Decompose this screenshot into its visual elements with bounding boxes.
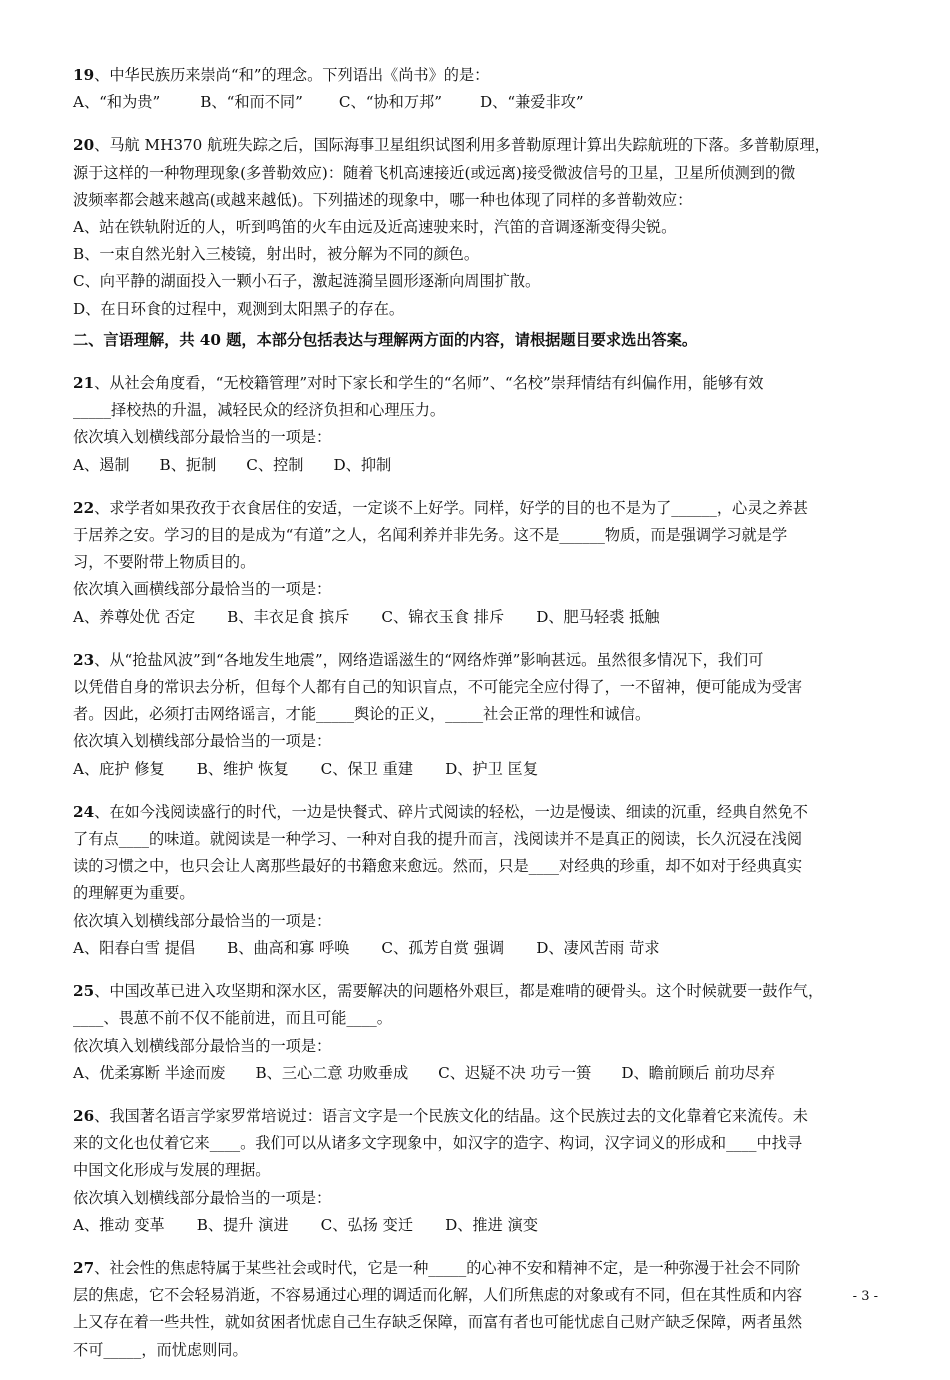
question-number: 23	[73, 650, 95, 669]
question-prompt: 依次填入划横线部分最恰当的一项是：	[73, 1188, 332, 1207]
question-text: 、我国著名语言学家罗常培说过：语言文字是一个民族文化的结晶。这个民族过去的文化靠着它来流传。未	[94, 1106, 808, 1125]
option-c: C、孤芳自赏 强调	[381, 938, 505, 957]
options-row	[73, 1060, 885, 1087]
question-text: 习，不要附带上物质目的。	[73, 553, 256, 572]
option-d: D、“兼爱非攻”	[479, 93, 584, 112]
question-text: 层的焦虑，它不会轻易消逝，不容易通过心理的调适而化解，人们所焦虑的对象或有不同，但在其性质和内容	[73, 1286, 802, 1305]
question-text: 源于这样的一种物理现象(多普勒效应)：随着飞机高速接近(或远离)接受微波信号的卫星，卫星所侦测到的微	[73, 163, 796, 182]
option-b: B、三心二意 功败垂成	[255, 1063, 409, 1082]
question-text: ____、畏葸不前不仅不能前进，而且可能____。	[73, 1009, 392, 1028]
option-c: C、向平静的湖面投入一颗小石子，激起涟漪呈圆形逐渐向周围扩散。	[73, 272, 541, 291]
question-text: 的理解更为重要。	[73, 884, 195, 903]
question-22	[73, 495, 885, 631]
options-row	[73, 756, 885, 783]
option-a: A、站在铁轨附近的人，听到鸣笛的火车由远及近高速驶来时，汽笛的音调逐渐变得尖锐。	[73, 218, 677, 237]
option-c: C、控制	[246, 455, 304, 474]
exam-page	[73, 62, 885, 1380]
option-a: A、养尊处优 否定	[73, 607, 196, 626]
question-27	[73, 1255, 885, 1364]
option-c: C、弘扬 变迁	[320, 1215, 414, 1234]
question-text: 者。因此，必须打击网络谣言，才能_____舆论的正义，_____社会正常的理性和诚信。	[73, 705, 651, 724]
question-text: 、社会性的焦虑特属于某些社会或时代，它是一种_____的心神不安和精神不定，是一种弥漫于社会不同阶	[94, 1258, 801, 1277]
question-text: 、从“抢盐风波”到“各地发生地震”，网络造谣滋生的“网络炸弹”影响甚远。虽然很多情况下，我们可	[94, 650, 764, 669]
question-prompt: 依次填入画横线部分最恰当的一项是：	[73, 580, 332, 599]
question-number: 27	[73, 1258, 95, 1277]
question-number: 24	[73, 802, 95, 821]
option-a: A、推动 变革	[73, 1215, 165, 1234]
question-number: 25	[73, 982, 95, 1001]
option-b: B、丰衣足食 摈斥	[227, 607, 350, 626]
question-number: 21	[73, 374, 95, 393]
question-text: 、在如今浅阅读盛行的时代，一边是快餐式、碎片式阅读的轻松，一边是慢读、细读的沉重，经典自然免不	[94, 802, 808, 821]
question-text: 波频率都会越来越高(或越来越低)。下列描述的现象中，哪一种也体现了同样的多普勒效应：	[73, 190, 693, 209]
section-heading: 二、言语理解，共 40 题，本部分包括表达与理解两方面的内容，请根据题目要求选出答案。	[73, 330, 698, 349]
question-number: 20	[73, 136, 95, 155]
option-d: D、抑制	[333, 455, 392, 474]
question-26	[73, 1103, 885, 1239]
question-20	[73, 132, 885, 322]
question-text: 于居养之安。学习的目的是成为“有道”之人，名闻利养并非先务。这不是______物质，而是强调学习就是学	[73, 526, 788, 545]
option-d: D、瞻前顾后 前功尽弃	[621, 1063, 776, 1082]
option-d: D、在日环食的过程中，观测到太阳黑子的存在。	[73, 299, 405, 318]
question-24	[73, 799, 885, 962]
options-row	[73, 452, 885, 479]
option-c: C、“协和万邦”	[338, 93, 442, 112]
question-text: 、马航 MH370 航班失踪之后，国际海事卫星组织试图利用多普勒原理计算出失踪航班的下落。多普勒原理，	[94, 136, 830, 155]
option-b: B、曲高和寡 呼唤	[227, 938, 350, 957]
option-c: C、保卫 重建	[320, 759, 414, 778]
option-d: D、护卫 匡复	[445, 759, 539, 778]
question-text: 、中国改革已进入攻坚期和深水区，需要解决的问题格外艰巨，都是难啃的硬骨头。这个时候就要一鼓作气，	[94, 982, 824, 1001]
question-text: _____择校热的升温，减轻民众的经济负担和心理压力。	[73, 401, 446, 420]
question-number: 22	[73, 498, 95, 517]
option-a: A、“和为贵”	[73, 93, 161, 112]
option-a: A、遏制	[73, 455, 130, 474]
question-text: 上又存在着一些共性，就如贫困者忧虑自己生存缺乏保障，而富有者也可能忧虑自己财产缺乏保障，两者虽然	[73, 1313, 802, 1332]
question-text: 以凭借自身的常识去分析，但每个人都有自己的知识盲点，不可能完全应付得了，一不留神，便可能成为受害	[73, 678, 802, 697]
options-row	[73, 604, 885, 631]
question-prompt: 依次填入划横线部分最恰当的一项是：	[73, 911, 332, 930]
options-row	[73, 1212, 885, 1239]
option-a: A、阳春白雪 提倡	[73, 938, 196, 957]
option-b: B、一束自然光射入三棱镜，射出时，被分解为不同的颜色。	[73, 245, 480, 264]
option-b: B、扼制	[159, 455, 217, 474]
option-b: B、维护 恢复	[196, 759, 289, 778]
option-d: D、肥马轻裘 抵触	[536, 607, 660, 626]
options-row	[73, 935, 885, 962]
options-row	[73, 89, 885, 116]
question-prompt: 依次填入划横线部分最恰当的一项是：	[73, 428, 332, 447]
question-text: 、求学者如果孜孜于衣食居住的安适，一定谈不上好学。同样，好学的目的也不是为了______，心灵之养甚	[94, 498, 808, 517]
option-d: D、推进 演变	[445, 1215, 539, 1234]
question-number: 26	[73, 1106, 95, 1125]
question-text: 不可_____，而忧虑则同。	[73, 1340, 248, 1359]
question-prompt: 依次填入划横线部分最恰当的一项是：	[73, 1036, 332, 1055]
question-text: 来的文化也仗着它来____。我们可以从诸多文字现象中，如汉字的造字、构词，汉字词义的形成和____中找寻	[73, 1134, 802, 1153]
option-c: C、迟疑不决 功亏一篑	[438, 1063, 592, 1082]
question-23	[73, 647, 885, 783]
option-c: C、锦衣玉食 排斥	[381, 607, 505, 626]
question-19	[73, 62, 885, 116]
question-21	[73, 370, 885, 479]
question-text: 、中华民族历来崇尚“和”的理念。下列语出《尚书》的是：	[94, 66, 490, 84]
option-a: A、优柔寡断 半途而废	[73, 1063, 226, 1082]
page-number: - 3 -	[852, 1289, 878, 1304]
question-text: 读的习惯之中，也只会让人离那些最好的书籍愈来愈远。然而，只是____对经典的珍重，却不如对于经典真实	[73, 857, 802, 876]
option-b: B、提升 演进	[196, 1215, 289, 1234]
option-d: D、凄风苦雨 苛求	[536, 938, 660, 957]
option-a: A、庇护 修复	[73, 759, 165, 778]
question-text: 了有点____的味道。就阅读是一种学习、一种对自我的提升而言，浅阅读并不是真正的阅读，长久沉浸在浅阅	[73, 830, 802, 849]
option-b: B、“和而不同”	[200, 93, 303, 112]
question-number: 19	[73, 66, 95, 84]
question-prompt: 依次填入划横线部分最恰当的一项是：	[73, 732, 332, 751]
question-text: 、从社会角度看，“无校籍管理”对时下家长和学生的“名师”、“名校”崇拜情结有纠偏作用，能够有效	[94, 374, 764, 393]
question-text: 中国文化形成与发展的理据。	[73, 1161, 271, 1180]
question-25	[73, 978, 885, 1087]
